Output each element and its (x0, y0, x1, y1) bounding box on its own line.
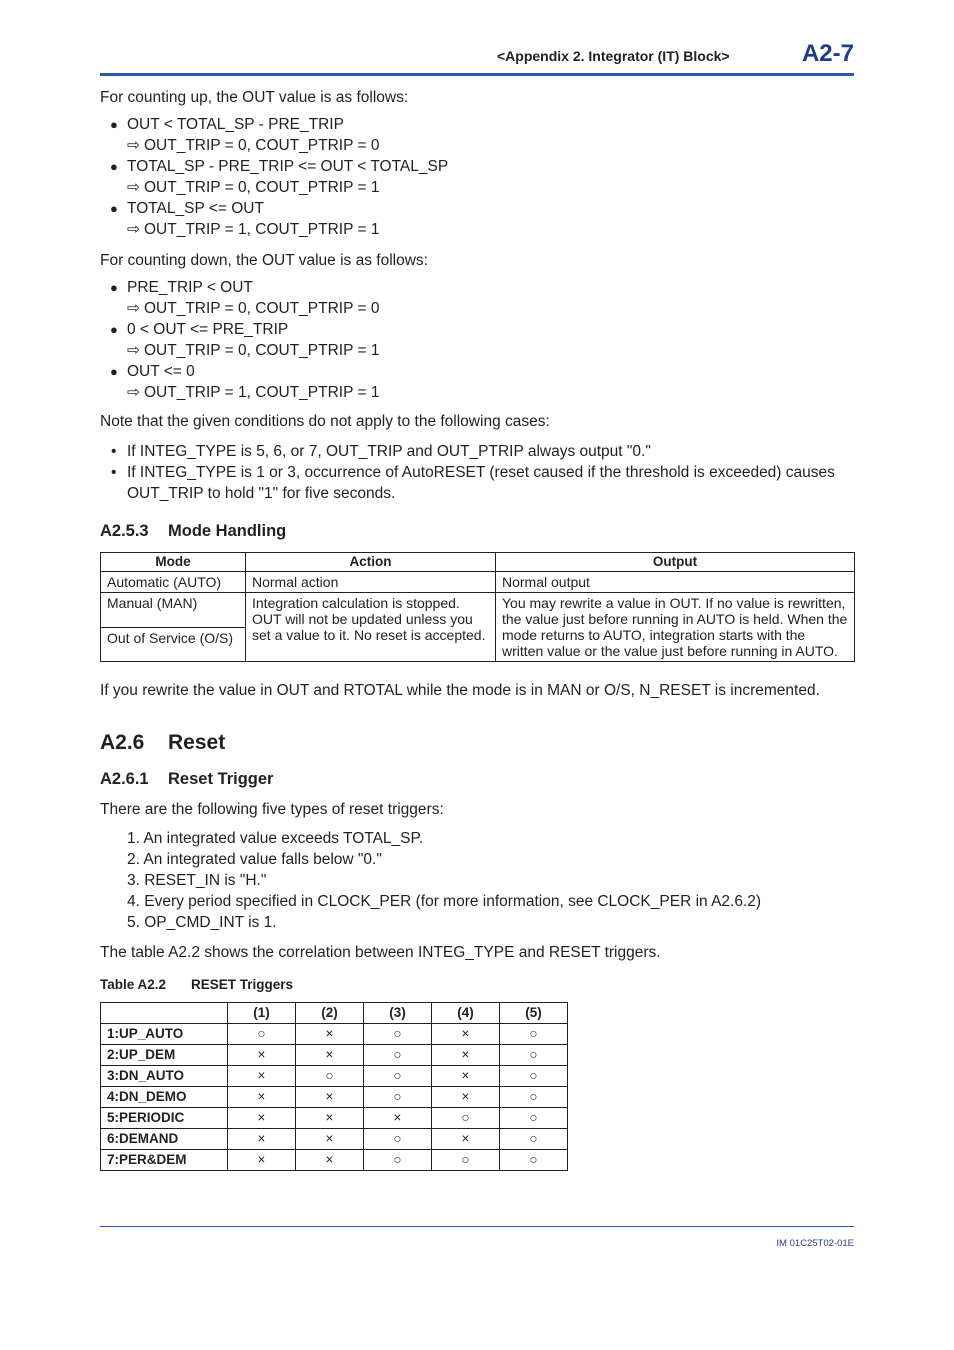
table-header: (4) (432, 1003, 500, 1024)
list-item: ● TOTAL_SP - PRE_TRIP <= OUT < TOTAL_SP ⇨ OUT_TRIP = 0, COUT_PTRIP = 1 (110, 158, 449, 196)
mark-cell: × (432, 1129, 500, 1150)
bullet-icon: ● (110, 117, 118, 132)
list-item: 2. An integrated value falls below "0." (127, 851, 382, 868)
table-row (101, 593, 855, 628)
row-label: 7:PER&DEM (101, 1150, 228, 1171)
mark-cell: ○ (432, 1108, 500, 1129)
table-cell: Integration calculation is stopped. OUT will not be updated unless you set a value to it. No reset is accepted. (246, 593, 496, 662)
arrow-right-icon: ⇨ (127, 137, 140, 154)
bullet-icon: ● (110, 280, 118, 295)
mark-cell: ○ (364, 1024, 432, 1045)
intro-up: For counting up, the OUT value is as follows: (100, 89, 409, 106)
footer-rule (100, 1226, 854, 1227)
list-down (100, 277, 854, 403)
mark-cell: × (228, 1066, 296, 1087)
list-item: 1. An integrated value exceeds TOTAL_SP. (127, 830, 424, 847)
list-item: 4. Every period specified in CLOCK_PER (for more information, see CLOCK_PER in A2.6.2) (127, 893, 762, 910)
section-heading-a2-5-3: A2.5.3 Mode Handling (100, 522, 287, 540)
table-header: Action (246, 553, 496, 572)
mark-cell: ○ (500, 1066, 568, 1087)
bullet-icon: ● (110, 364, 118, 379)
row-label: 4:DN_DEMO (101, 1087, 228, 1108)
mark-cell: × (296, 1150, 364, 1171)
table-row (101, 1129, 568, 1150)
mark-cell: ○ (432, 1150, 500, 1171)
mark-cell: ○ (500, 1150, 568, 1171)
mark-cell: × (228, 1087, 296, 1108)
mark-cell: × (228, 1129, 296, 1150)
table-cell: Normal output (496, 572, 855, 593)
section-heading-a2-6-1: A2.6.1 Reset Trigger (100, 770, 274, 788)
mark-cell: × (296, 1045, 364, 1066)
reset-triggers-table (100, 1002, 568, 1171)
table-header: (1) (228, 1003, 296, 1024)
mark-cell: ○ (500, 1087, 568, 1108)
list-item: 5. OP_CMD_INT is 1. (127, 914, 277, 931)
table-cell: Manual (MAN) (101, 593, 246, 628)
table-caption: Table A2.2 RESET Triggers (100, 977, 294, 992)
page-content (100, 87, 854, 1171)
mark-cell: ○ (364, 1129, 432, 1150)
arrow-right-icon: ⇨ (127, 179, 140, 196)
row-label: 6:DEMAND (101, 1129, 228, 1150)
mark-cell: ○ (500, 1024, 568, 1045)
table-header: (5) (500, 1003, 568, 1024)
mark-cell: ○ (296, 1066, 364, 1087)
row-label: 2:UP_DEM (101, 1045, 228, 1066)
intro-down: For counting down, the OUT value is as follows: (100, 252, 428, 269)
bullet-icon: ● (110, 159, 118, 174)
mark-cell: × (432, 1045, 500, 1066)
table-header: (3) (364, 1003, 432, 1024)
table-cell: Automatic (AUTO) (101, 572, 246, 593)
mark-cell: × (432, 1087, 500, 1108)
list-item: ● OUT < TOTAL_SP - PRE_TRIP ⇨ OUT_TRIP = 0, COUT_PTRIP = 0 (110, 116, 380, 154)
header-rule (100, 73, 854, 76)
row-label: 5:PERIODIC (101, 1108, 228, 1129)
table-header (101, 1003, 228, 1024)
table-row (101, 1150, 568, 1171)
document-id: IM 01C25T02-01E (776, 1238, 854, 1249)
table-row (101, 1087, 568, 1108)
note-text: Note that the given conditions do not apply to the following cases: (100, 413, 550, 430)
list-item: ● OUT <= 0 ⇨ OUT_TRIP = 1, COUT_PTRIP = 1 (110, 363, 380, 401)
table-row (101, 1066, 568, 1087)
table-row (101, 1024, 568, 1045)
mark-cell: ○ (500, 1129, 568, 1150)
list-item: • If INTEG_TYPE is 5, 6, or 7, OUT_TRIP and OUT_PTRIP always output "0." (111, 443, 651, 460)
mark-cell: × (296, 1087, 364, 1108)
rewrite-note: If you rewrite the value in OUT and RTOTAL while the mode is in MAN or O/S, N_RESET is incremented. (100, 682, 820, 699)
list-item: 3. RESET_IN is "H." (127, 872, 267, 889)
mode-table (100, 552, 855, 662)
table-row (101, 1108, 568, 1129)
mark-cell: ○ (364, 1150, 432, 1171)
table-row (101, 1045, 568, 1066)
arrow-right-icon: ⇨ (127, 300, 140, 317)
table-header: Output (496, 553, 855, 572)
table-note: The table A2.2 shows the correlation between INTEG_TYPE and RESET triggers. (100, 944, 661, 961)
list-up (100, 114, 854, 240)
mark-cell: × (296, 1129, 364, 1150)
mark-cell: ○ (500, 1045, 568, 1066)
table-header: Mode (101, 553, 246, 572)
table-cell: Out of Service (O/S) (101, 627, 246, 662)
arrow-right-icon: ⇨ (127, 384, 140, 401)
small-bullet-icon: • (111, 464, 117, 481)
mark-cell: × (228, 1045, 296, 1066)
table-header-row (101, 1003, 568, 1024)
table-header: (2) (296, 1003, 364, 1024)
list-item: ● TOTAL_SP <= OUT ⇨ OUT_TRIP = 1, COUT_PTRIP = 1 (110, 200, 380, 238)
table-row (101, 572, 855, 593)
mark-cell: ○ (364, 1066, 432, 1087)
mark-cell: ○ (364, 1045, 432, 1066)
mark-cell: × (364, 1108, 432, 1129)
mark-cell: × (296, 1108, 364, 1129)
list-item: ● 0 < OUT <= PRE_TRIP ⇨ OUT_TRIP = 0, COUT_PTRIP = 1 (110, 321, 380, 359)
list-item: ● PRE_TRIP < OUT ⇨ OUT_TRIP = 0, COUT_PTRIP = 0 (110, 279, 380, 317)
bullet-icon: ● (110, 201, 118, 216)
triggers-list (100, 828, 854, 933)
mark-cell: × (432, 1024, 500, 1045)
row-label: 1:UP_AUTO (101, 1024, 228, 1045)
list-item: • If INTEG_TYPE is 1 or 3, occurrence of AutoRESET (reset caused if the threshold is exceeded) causes OUT_TRIP to hold "1" for five seconds. (111, 464, 835, 502)
mark-cell: ○ (500, 1108, 568, 1129)
table-cell: Normal action (246, 572, 496, 593)
arrow-right-icon: ⇨ (127, 342, 140, 359)
header-section-title: <Appendix 2. Integrator (IT) Block> (497, 48, 730, 64)
mark-cell: × (228, 1108, 296, 1129)
section-heading-a2-6: A2.6 Reset (100, 731, 226, 754)
triggers-intro: There are the following five types of reset triggers: (100, 801, 444, 818)
mark-cell: × (228, 1150, 296, 1171)
row-label: 3:DN_AUTO (101, 1066, 228, 1087)
arrow-right-icon: ⇨ (127, 221, 140, 238)
page-number: A2-7 (801, 40, 854, 67)
small-bullet-icon: • (111, 443, 117, 460)
mark-cell: × (296, 1024, 364, 1045)
mark-cell: × (432, 1066, 500, 1087)
mark-cell: ○ (228, 1024, 296, 1045)
bullet-icon: ● (110, 322, 118, 337)
table-header-row (101, 553, 855, 572)
mark-cell: ○ (364, 1087, 432, 1108)
table-cell: You may rewrite a value in OUT. If no value is rewritten, the value just before running in AUTO is held. When the mode returns to AUTO, integration starts with the written value or the value just before running in AUTO. (496, 593, 855, 662)
cases-list (100, 441, 854, 504)
